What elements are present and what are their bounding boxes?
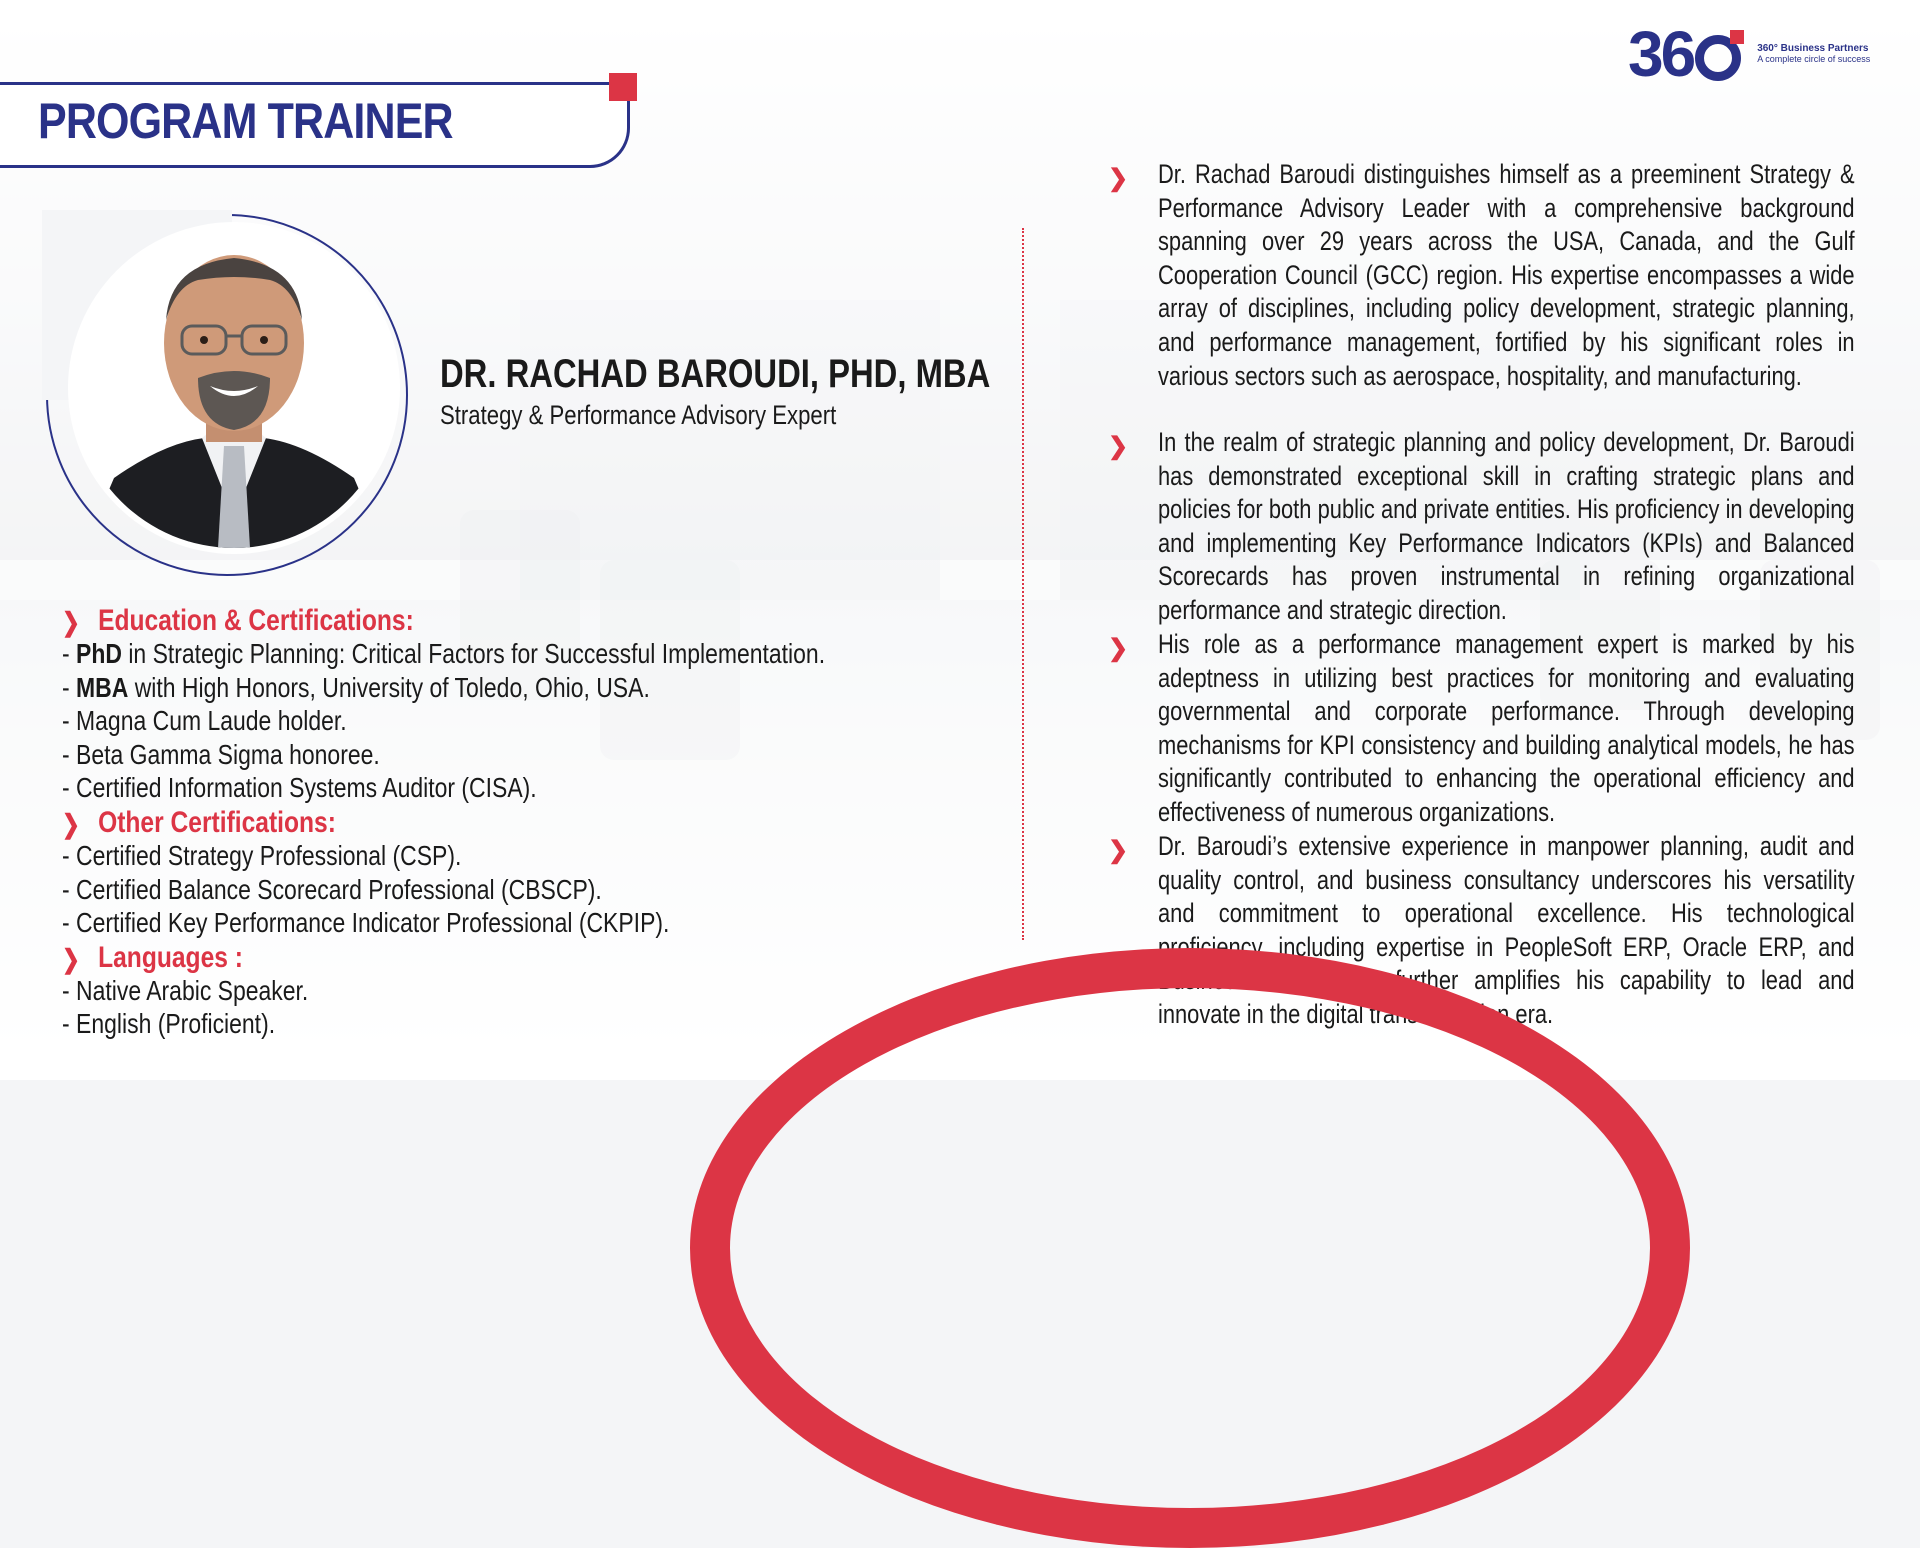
- trainer-portrait: [74, 228, 394, 548]
- list-item: - Magna Cum Laude holder.: [62, 705, 347, 737]
- trainer-role: Strategy & Performance Advisory Expert: [440, 400, 837, 430]
- list-item: - Native Arabic Speaker.: [62, 974, 309, 1006]
- bio-paragraph: ❯ Dr. Baroudi’s extensive experience in manpower planning, audit and quality control, and business consultancy underscores his versatility and commitment to operational excellence. His technological proficiency, including expertise in PeopleSoft ERP, Oracle ERP, and Business Intelligence, further amplifies his capability to lead and innovate in the digital transformation era.: [1108, 831, 1855, 1029]
- other-certifications-heading: ❯ Other Certifications:: [62, 805, 336, 839]
- credentials-list: [62, 604, 842, 1042]
- bio-paragraph: ❯ In the realm of strategic planning and policy development, Dr. Baroudi has demonstrated exceptional skill in crafting strategic plans and policies for both public and private entities. His proficiency in developing and implementing Key Performance Indicators (KPIs) and Balanced Scorecards has proven instrumental in refining organizational performance and strategic direction.: [1108, 427, 1855, 625]
- trainer-name: DR. RACHAD BAROUDI, PHD, MBA: [440, 352, 991, 396]
- chevron-right-icon: ❯: [1108, 837, 1129, 864]
- list-item: - Beta Gamma Sigma honoree.: [62, 738, 380, 770]
- chevron-right-icon: ❯: [1108, 433, 1129, 460]
- bio-paragraph: ❯ His role as a performance management expert is marked by his adeptness in utilizing best practices for monitoring and evaluating governmental and corporate performance. Through developing mechanisms for KPI consistency and building analytical models, he has significantly contributed to enhancing the operational efficiency and effectiveness of numerous organizations.: [1108, 629, 1855, 827]
- logo-company-name: 360° Business Partners: [1757, 43, 1869, 54]
- bio-paragraph: ❯ Dr. Rachad Baroudi distinguishes himself as a preeminent Strategy & Performance Advisory Leader with a comprehensive background spanning over 29 years across the USA, Canada, and the Gulf Cooperation Council (GCC) region. His expertise encompasses a wide array of disciplines, including policy development, strategic planning, and performance management, fortified by his significant roles in various sectors such as aerospace, hospitality, and manufacturing.: [1108, 159, 1855, 391]
- chevron-right-icon: ❯: [1108, 635, 1129, 662]
- chevron-right-icon: ❯: [62, 943, 80, 974]
- languages-heading: ❯ Languages :: [62, 940, 243, 974]
- list-item: - Certified Strategy Professional (CSP).: [62, 839, 462, 871]
- decorative-arc: [690, 948, 1690, 1548]
- bio-section: [1108, 158, 1860, 1032]
- chevron-right-icon: ❯: [62, 808, 80, 839]
- logo-circle-icon: [1695, 35, 1741, 81]
- education-heading: ❯ Education & Certifications:: [62, 604, 414, 637]
- logo-mark: 36: [1628, 18, 1694, 90]
- page-title: PROGRAM TRAINER: [38, 93, 453, 149]
- list-item: - PhD in Strategic Planning: Critical Factors for Successful Implementation.: [62, 638, 826, 669]
- chevron-right-icon: ❯: [62, 607, 80, 637]
- list-item: - Certified Balance Scorecard Professional (CBSCP).: [62, 873, 602, 905]
- company-logo: [1628, 18, 1871, 90]
- title-accent-square: [609, 73, 637, 101]
- list-item: - MBA with High Honors, University of Toledo, Ohio, USA.: [62, 671, 650, 703]
- dotted-divider: [1022, 228, 1024, 940]
- list-item: - English (Proficient).: [62, 1008, 276, 1040]
- chevron-right-icon: ❯: [1108, 165, 1129, 192]
- list-item: - Certified Key Performance Indicator Professional (CKPIP).: [62, 907, 670, 939]
- logo-tagline: A complete circle of success: [1757, 54, 1871, 64]
- list-item: - Certified Information Systems Auditor (CISA).: [62, 772, 537, 804]
